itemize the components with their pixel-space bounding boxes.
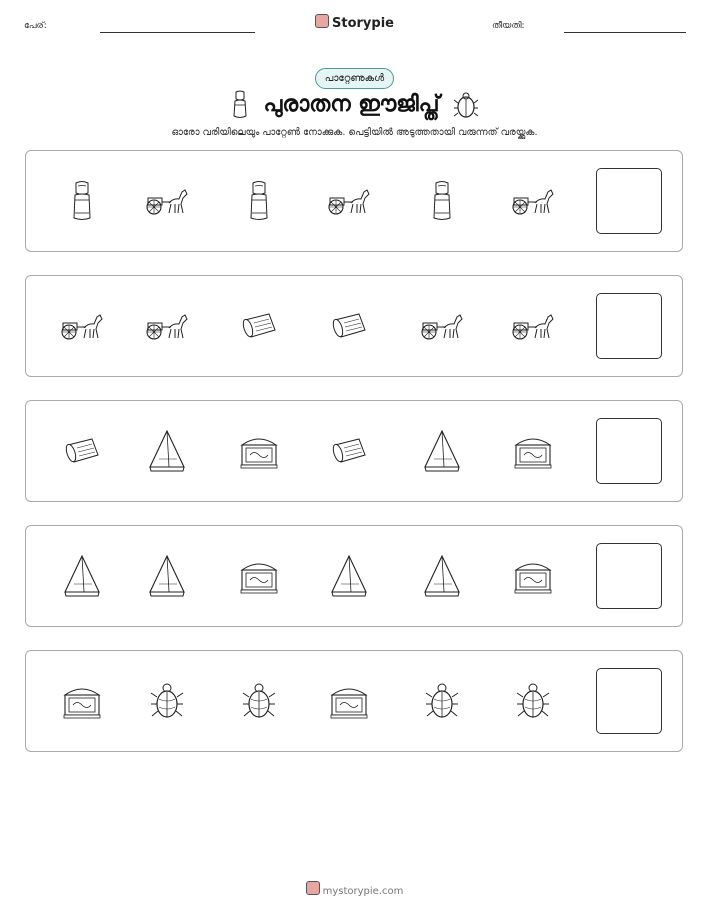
chariot-icon bbox=[144, 179, 190, 223]
footer-logo-icon bbox=[306, 881, 320, 895]
pattern-row-3 bbox=[25, 400, 683, 502]
chariot-icon bbox=[59, 304, 105, 348]
canopic-jar-icon bbox=[59, 179, 105, 223]
brand-name: Storypie bbox=[332, 16, 394, 31]
name-label: പേര്: bbox=[24, 21, 47, 31]
answer-box[interactable] bbox=[596, 168, 662, 234]
answer-box[interactable] bbox=[596, 668, 662, 734]
chariot-icon bbox=[419, 304, 465, 348]
chariot-icon bbox=[510, 179, 556, 223]
papyrus-scroll-icon bbox=[59, 429, 105, 473]
chariot-icon bbox=[144, 304, 190, 348]
footer-url: mystorypie.com bbox=[322, 886, 404, 897]
treasure-chest-icon bbox=[510, 554, 556, 598]
page-title-wrap bbox=[0, 90, 709, 120]
canopic-jar-icon bbox=[230, 90, 250, 120]
page-title: പുരാതന ഈജിപ്ത് bbox=[263, 92, 440, 117]
pattern-row-2 bbox=[25, 275, 683, 377]
answer-box[interactable] bbox=[596, 293, 662, 359]
scarab-beetle-icon bbox=[510, 679, 556, 723]
pattern-row-1 bbox=[25, 150, 683, 252]
pyramid-icon bbox=[144, 429, 190, 473]
topic-badge: പാറ്റേണുകൾ bbox=[315, 68, 394, 89]
chariot-icon bbox=[510, 304, 556, 348]
brand-logo bbox=[0, 14, 709, 31]
pyramid-icon bbox=[419, 554, 465, 598]
instruction-text: ഓരോ വരിയിലെയും പാറ്റേൺ നോക്കുക. പെട്ടിയിൽ അടുത്തതായി വരുന്നത് വരയ്ക്കുക. bbox=[171, 127, 538, 138]
pyramid-icon bbox=[59, 554, 105, 598]
treasure-chest-icon bbox=[510, 429, 556, 473]
treasure-chest-icon bbox=[326, 679, 372, 723]
storypie-logo-icon bbox=[315, 14, 329, 28]
treasure-chest-icon bbox=[59, 679, 105, 723]
canopic-jar-icon bbox=[419, 179, 465, 223]
chariot-icon bbox=[326, 179, 372, 223]
scarab-beetle-icon bbox=[236, 679, 282, 723]
canopic-jar-icon bbox=[236, 179, 282, 223]
scarab-beetle-icon bbox=[419, 679, 465, 723]
pyramid-icon bbox=[326, 554, 372, 598]
date-label: തീയതി: bbox=[492, 21, 525, 31]
treasure-chest-icon bbox=[236, 554, 282, 598]
answer-box[interactable] bbox=[596, 543, 662, 609]
treasure-chest-icon bbox=[236, 429, 282, 473]
pyramid-icon bbox=[419, 429, 465, 473]
scarab-beetle-icon bbox=[144, 679, 190, 723]
worksheet-header bbox=[0, 14, 709, 38]
pattern-row-4 bbox=[25, 525, 683, 627]
pyramid-icon bbox=[144, 554, 190, 598]
badge-wrap bbox=[0, 66, 709, 89]
papyrus-scroll-icon bbox=[236, 304, 282, 348]
scarab-beetle-icon bbox=[453, 91, 479, 119]
pattern-row-5 bbox=[25, 650, 683, 752]
answer-box[interactable] bbox=[596, 418, 662, 484]
date-line[interactable] bbox=[564, 32, 686, 33]
papyrus-scroll-icon bbox=[326, 429, 372, 473]
footer bbox=[0, 881, 709, 897]
name-line[interactable] bbox=[100, 32, 255, 33]
papyrus-scroll-icon bbox=[326, 304, 372, 348]
